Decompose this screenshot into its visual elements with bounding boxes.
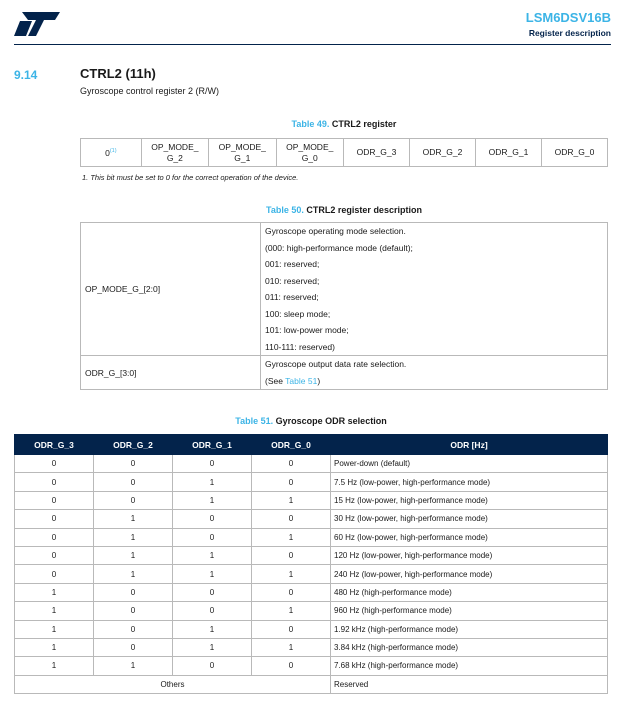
bit-value-cell: 1 xyxy=(94,546,173,564)
bit0-cell: ODR_G_0 xyxy=(541,139,607,167)
table-row xyxy=(15,602,608,620)
bit-value-cell: 1 xyxy=(252,491,331,509)
others-row xyxy=(15,675,608,693)
op-mode-description: Gyroscope operating mode selection. (000: high-performance mode (default); 001: reserved; 010: reserved; 011: reserved; 100: sleep mode; 101: low-power mode; 110-111: reserved) xyxy=(261,223,608,356)
odr-description: Gyroscope output data rate selection. (See Table 51) xyxy=(261,356,608,390)
bit-value-cell: 1 xyxy=(173,473,252,491)
bit-value-cell: 0 xyxy=(15,491,94,509)
bit-value-cell: 0 xyxy=(15,510,94,528)
table-row xyxy=(15,546,608,564)
table-row xyxy=(15,565,608,583)
odr-value-cell: Power-down (default) xyxy=(331,455,608,473)
table-row xyxy=(15,638,608,656)
table51-title: Gyroscope ODR selection xyxy=(275,416,387,426)
bit-value-cell: 0 xyxy=(173,455,252,473)
table49-title: CTRL2 register xyxy=(331,119,397,129)
bit7-cell: 0$^{(1)}$ xyxy=(81,139,142,167)
table49-caption xyxy=(80,119,608,129)
table-row xyxy=(15,491,608,509)
table51-number: Table 51. xyxy=(235,416,274,426)
bit-value-cell: 0 xyxy=(173,657,252,675)
table49-footnote: 1. This bit must be set to 0 for the correct operation of the device. xyxy=(82,173,299,182)
bit-value-cell: 0 xyxy=(15,546,94,564)
op-mode-row xyxy=(81,223,608,356)
bit-value-cell: 0 xyxy=(15,565,94,583)
odr-selection-table xyxy=(14,434,608,694)
odr-value-cell: 240 Hz (low-power, high-performance mode) xyxy=(331,565,608,583)
bit-value-cell: 1 xyxy=(173,546,252,564)
bit-value-cell: 1 xyxy=(173,491,252,509)
bit-value-cell: 0 xyxy=(252,473,331,491)
odr-value-cell: 7.5 Hz (low-power, high-performance mode) xyxy=(331,473,608,491)
bit-value-cell: 0 xyxy=(94,602,173,620)
odr-field: ODR_G_[3:0] xyxy=(81,356,261,390)
bit-value-cell: 1 xyxy=(252,565,331,583)
col-odr-g1: ODR_G_1 xyxy=(173,435,252,455)
bit-value-cell: 0 xyxy=(94,491,173,509)
bit2-cell: ODR_G_2 xyxy=(409,139,475,167)
bit-value-cell: 1 xyxy=(173,565,252,583)
bit-value-cell: 1 xyxy=(252,638,331,656)
odr-value-cell: 30 Hz (low-power, high-performance mode) xyxy=(331,510,608,528)
bit-value-cell: 0 xyxy=(94,473,173,491)
odr-value-cell: 15 Hz (low-power, high-performance mode) xyxy=(331,491,608,509)
bit-value-cell: 0 xyxy=(15,473,94,491)
bit1-cell: ODR_G_1 xyxy=(475,139,541,167)
bit-value-cell: 1 xyxy=(252,602,331,620)
bit-value-cell: 1 xyxy=(94,528,173,546)
col-odr-g2: ODR_G_2 xyxy=(94,435,173,455)
table-row xyxy=(15,528,608,546)
table50-number: Table 50. xyxy=(266,205,304,215)
bit-value-cell: 0 xyxy=(252,455,331,473)
ctrl2-description-table xyxy=(80,222,608,390)
register-bits-row xyxy=(81,139,608,167)
bit-value-cell: 0 xyxy=(252,583,331,601)
table-row xyxy=(15,473,608,491)
bit5-cell: OP_MODE_ G_1 xyxy=(209,139,276,167)
section-number: 9.14 xyxy=(14,68,38,82)
odr-value-cell: 1.92 kHz (high-performance mode) xyxy=(331,620,608,638)
bit-value-cell: 1 xyxy=(15,602,94,620)
bit-value-cell: 1 xyxy=(94,510,173,528)
bit-value-cell: 0 xyxy=(94,583,173,601)
bit-value-cell: 1 xyxy=(252,528,331,546)
table49-number: Table 49. xyxy=(291,119,330,129)
odr-row xyxy=(81,356,608,390)
col-odr-hz: ODR [Hz] xyxy=(331,435,608,455)
bit-value-cell: 1 xyxy=(173,638,252,656)
bit-value-cell: 1 xyxy=(94,565,173,583)
bit-value-cell: 0 xyxy=(252,620,331,638)
ctrl2-register-table xyxy=(80,138,608,167)
bit-value-cell: 0 xyxy=(15,455,94,473)
bit-value-cell: 0 xyxy=(15,528,94,546)
header-subtitle: Register description xyxy=(528,28,611,38)
table-row xyxy=(15,455,608,473)
col-odr-g3: ODR_G_3 xyxy=(15,435,94,455)
st-logo xyxy=(14,10,62,38)
bit-value-cell: 0 xyxy=(173,583,252,601)
table-row xyxy=(15,510,608,528)
bit-value-cell: 0 xyxy=(252,510,331,528)
bit-value-cell: 0 xyxy=(94,455,173,473)
table-row xyxy=(15,583,608,601)
odr-value-cell: 7.68 kHz (high-performance mode) xyxy=(331,657,608,675)
odr-value-cell: 60 Hz (low-power, high-performance mode) xyxy=(331,528,608,546)
odr-value-cell: 120 Hz (low-power, high-performance mode) xyxy=(331,546,608,564)
odr-value-cell: 480 Hz (high-performance mode) xyxy=(331,583,608,601)
bit-value-cell: 1 xyxy=(15,638,94,656)
bit-value-cell: 1 xyxy=(15,620,94,638)
bit-value-cell: 0 xyxy=(252,657,331,675)
header-divider xyxy=(14,44,611,45)
odr-value-cell: 3.84 kHz (high-performance mode) xyxy=(331,638,608,656)
table-row xyxy=(15,620,608,638)
table50-title: CTRL2 register description xyxy=(306,205,422,215)
bit-value-cell: 1 xyxy=(15,657,94,675)
table-row xyxy=(15,657,608,675)
table51-link[interactable]: Table 51 xyxy=(285,375,318,386)
others-label: Others xyxy=(15,675,331,693)
op-mode-field: OP_MODE_G_[2:0] xyxy=(81,223,261,356)
product-name: LSM6DSV16B xyxy=(525,10,611,25)
table-header-row xyxy=(15,435,608,455)
bit-value-cell: 0 xyxy=(173,510,252,528)
bit4-cell: OP_MODE_ G_0 xyxy=(276,139,343,167)
bit-value-cell: 0 xyxy=(173,528,252,546)
bit-value-cell: 0 xyxy=(94,620,173,638)
bit3-cell: ODR_G_3 xyxy=(343,139,409,167)
bit-value-cell: 0 xyxy=(173,602,252,620)
others-value: Reserved xyxy=(331,675,608,693)
table51-caption xyxy=(14,416,608,426)
odr-value-cell: 960 Hz (high-performance mode) xyxy=(331,602,608,620)
col-odr-g0: ODR_G_0 xyxy=(252,435,331,455)
section-description: Gyroscope control register 2 (R/W) xyxy=(80,86,220,96)
bit-value-cell: 1 xyxy=(94,657,173,675)
section-title: CTRL2 (11h) xyxy=(80,66,156,81)
bit-value-cell: 0 xyxy=(94,638,173,656)
bit6-cell: OP_MODE_ G_2 xyxy=(141,139,208,167)
table50-caption xyxy=(80,205,608,215)
bit-value-cell: 1 xyxy=(15,583,94,601)
bit-value-cell: 0 xyxy=(252,546,331,564)
bit-value-cell: 1 xyxy=(173,620,252,638)
